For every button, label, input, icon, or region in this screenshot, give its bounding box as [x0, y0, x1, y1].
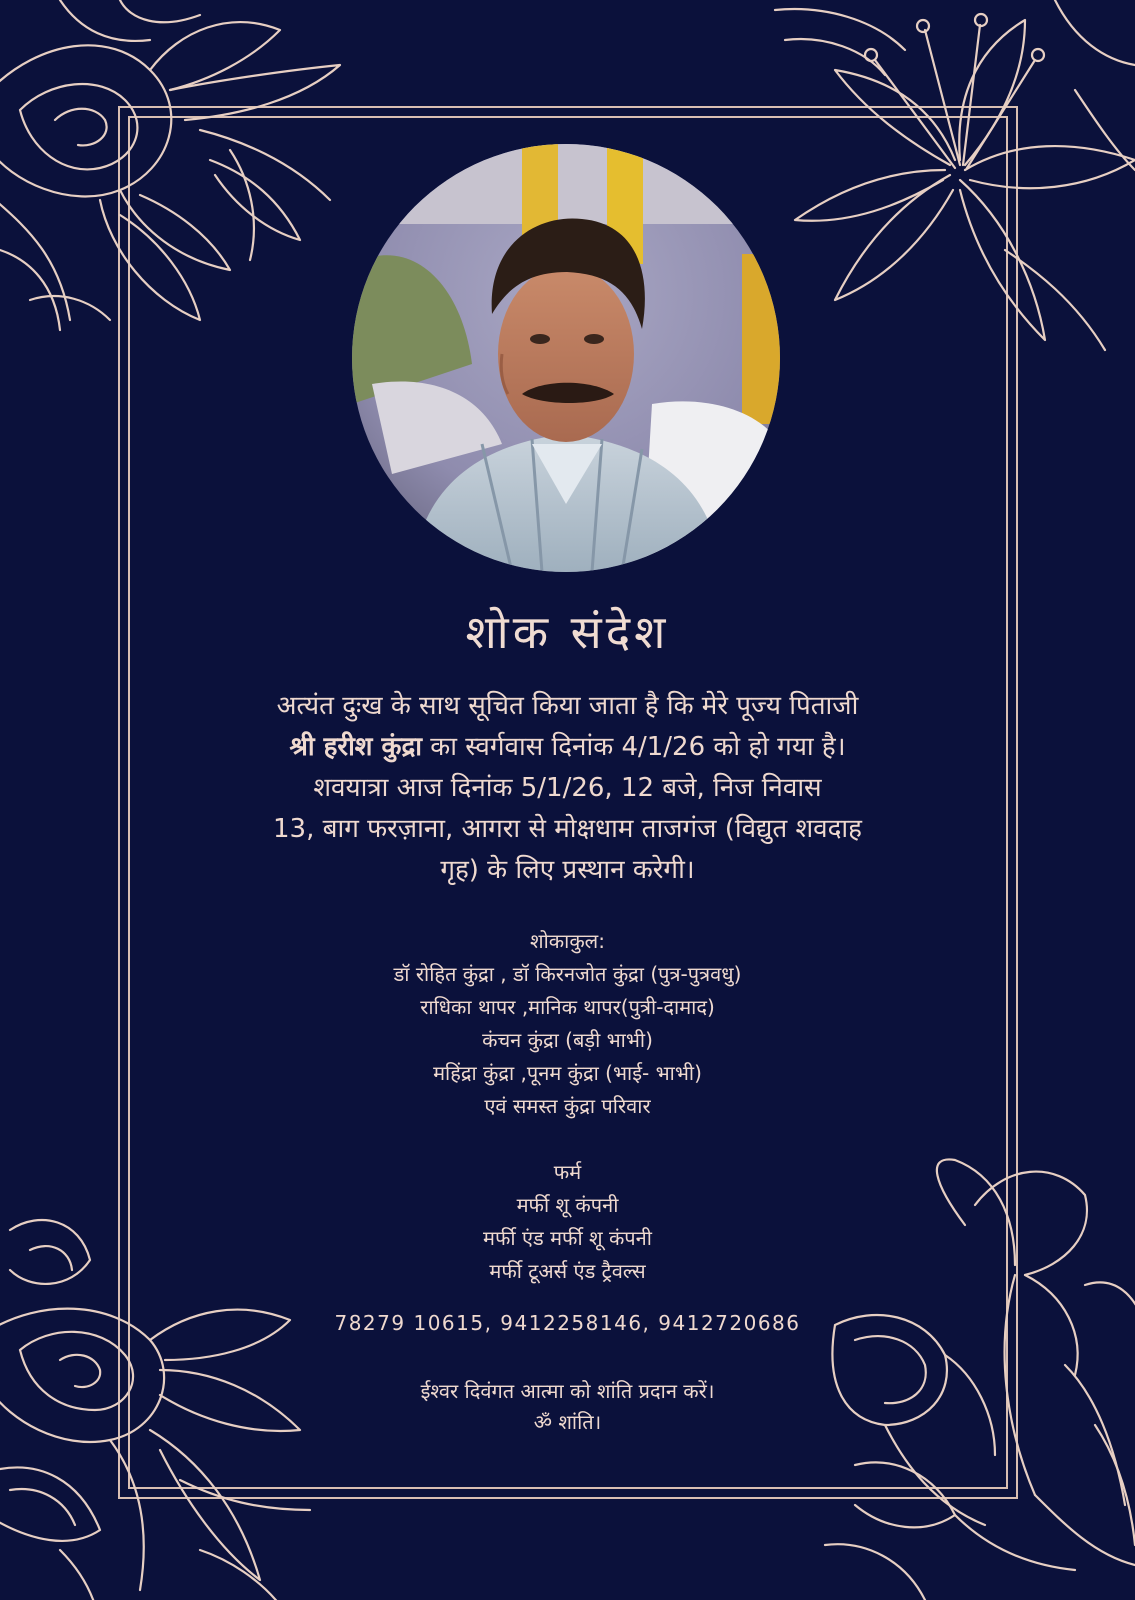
family-member: डॉ रोहित कुंद्रा , डॉ किरनजोत कुंद्रा (पुत्र-पुत्रवधु)	[393, 962, 742, 986]
portrait-illustration	[352, 144, 780, 572]
floral-top-right-icon	[775, 0, 1135, 360]
family-section	[130, 925, 1005, 1123]
family-heading: शोकाकुल:	[530, 929, 605, 953]
page-title: शोक संदेश	[465, 605, 670, 659]
firm-name: मर्फी टूअर्स एंड ट्रैवल्स	[489, 1259, 646, 1283]
family-member: एवं समस्त कुंद्रा परिवार	[484, 1094, 651, 1118]
portrait-photo	[352, 144, 780, 572]
family-member: राधिका थापर ,मानिक थापर(पुत्री-दामाद)	[420, 995, 715, 1019]
family-member: महिंद्रा कुंद्रा ,पूनम कुंद्रा (भाई- भाभी)	[433, 1061, 702, 1085]
prayer-section	[130, 1376, 1005, 1438]
message-line-2-rest: का स्वर्गवास दिनांक 4/1/26 को हो गया है।	[422, 732, 846, 762]
firm-name: मर्फी शू कंपनी	[516, 1193, 619, 1217]
deceased-name: श्री हरीश कुंद्रा	[289, 732, 423, 762]
message-line-5: गृह) के लिए प्रस्थान करेगी।	[440, 855, 695, 885]
prayer-line-1: ईश्वर दिवंगत आत्मा को शांति प्रदान करें।	[420, 1379, 715, 1403]
message-line-2	[130, 727, 1005, 768]
firm-name: मर्फी एंड मर्फी शू कंपनी	[483, 1226, 652, 1250]
family-member: कंचन कुंद्रा (बड़ी भाभी)	[482, 1028, 653, 1052]
announcement-message	[130, 686, 1005, 891]
firms-section	[130, 1156, 1005, 1288]
contact-phones: 78279 10615, 9412258146, 9412720686	[334, 1311, 801, 1335]
message-line-3: शवयात्रा आज दिनांक 5/1/26, 12 बजे, निज निवास	[313, 773, 822, 803]
message-line-1: अत्यंत दुःख के साथ सूचित किया जाता है कि मेरे पूज्य पिताजी	[276, 691, 859, 721]
prayer-line-2: ॐ शांति।	[533, 1410, 602, 1434]
firms-heading: फर्म	[553, 1160, 582, 1184]
floral-top-left-icon	[0, 0, 360, 340]
message-line-4: 13, बाग फरज़ाना, आगरा से मोक्षधाम ताजगंज (विद्युत शवदाह	[273, 814, 862, 844]
